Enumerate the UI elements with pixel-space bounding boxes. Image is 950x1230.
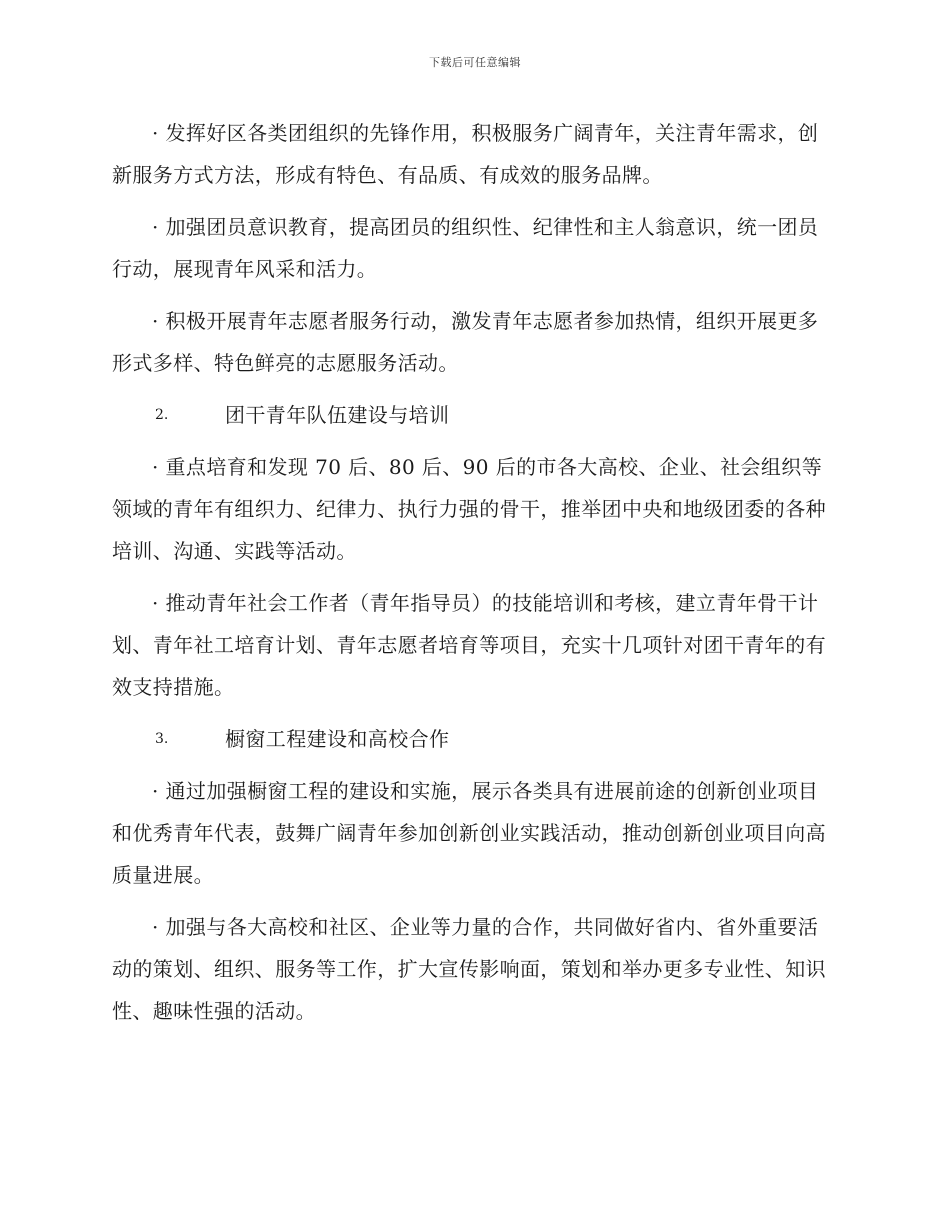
section-title: 团干青年队伍建设与培训 — [225, 403, 450, 427]
bullet-paragraph: · 发挥好区各类团组织的先锋作用，积极服务广阔青年，关注青年需求，创新服务方式方法，形成有特色、有品质、有成效的服务品牌。 — [112, 121, 819, 187]
section-number: 3. — [155, 731, 169, 747]
page-header: 下载后可任意编辑 — [429, 56, 521, 69]
bullet-paragraph: · 推动青年社会工作者（青年指导员）的技能培训和考核，建立青年骨干计划、青年社工培育计划、青年志愿者培育等项目，充实十几项针对团干青年的有效支持措施。 — [112, 591, 826, 699]
bullet-paragraph: · 通过加强橱窗工程的建设和实施，展示各类具有进展前途的创新创业项目和优秀青年代表，鼓舞广阔青年参加创新创业实践活动，推动创新创业项目向高质量进展。 — [112, 779, 826, 887]
section-title: 橱窗工程建设和高校合作 — [225, 727, 450, 751]
bullet-paragraph: · 加强团员意识教育，提高团员的组织性、纪律性和主人翁意识，统一团员行动，展现青年风采和活力。 — [112, 215, 819, 281]
section-heading — [112, 718, 837, 760]
section-heading — [112, 394, 837, 436]
bullet-paragraph: · 加强与各大高校和社区、企业等力量的合作，共同做好省内、省外重要活动的策划、组织、服务等工作，扩大宣传影响面，策划和举办更多专业性、知识性、趣味性强的活动。 — [112, 915, 826, 1023]
section-number: 2. — [155, 407, 169, 423]
document-body — [112, 112, 837, 1042]
bullet-paragraph: · 积极开展青年志愿者服务行动，激发青年志愿者参加热情，组织开展更多形式多样、特色鲜亮的志愿服务活动。 — [112, 309, 819, 375]
bullet-paragraph: · 重点培育和发现 70 后、80 后、90 后的市各大高校、企业、社会组织等领域的青年有组织力、纪律力、执行力强的骨干，推举团中央和地级团委的各种培训、沟通、实践等活动。 — [112, 455, 826, 563]
